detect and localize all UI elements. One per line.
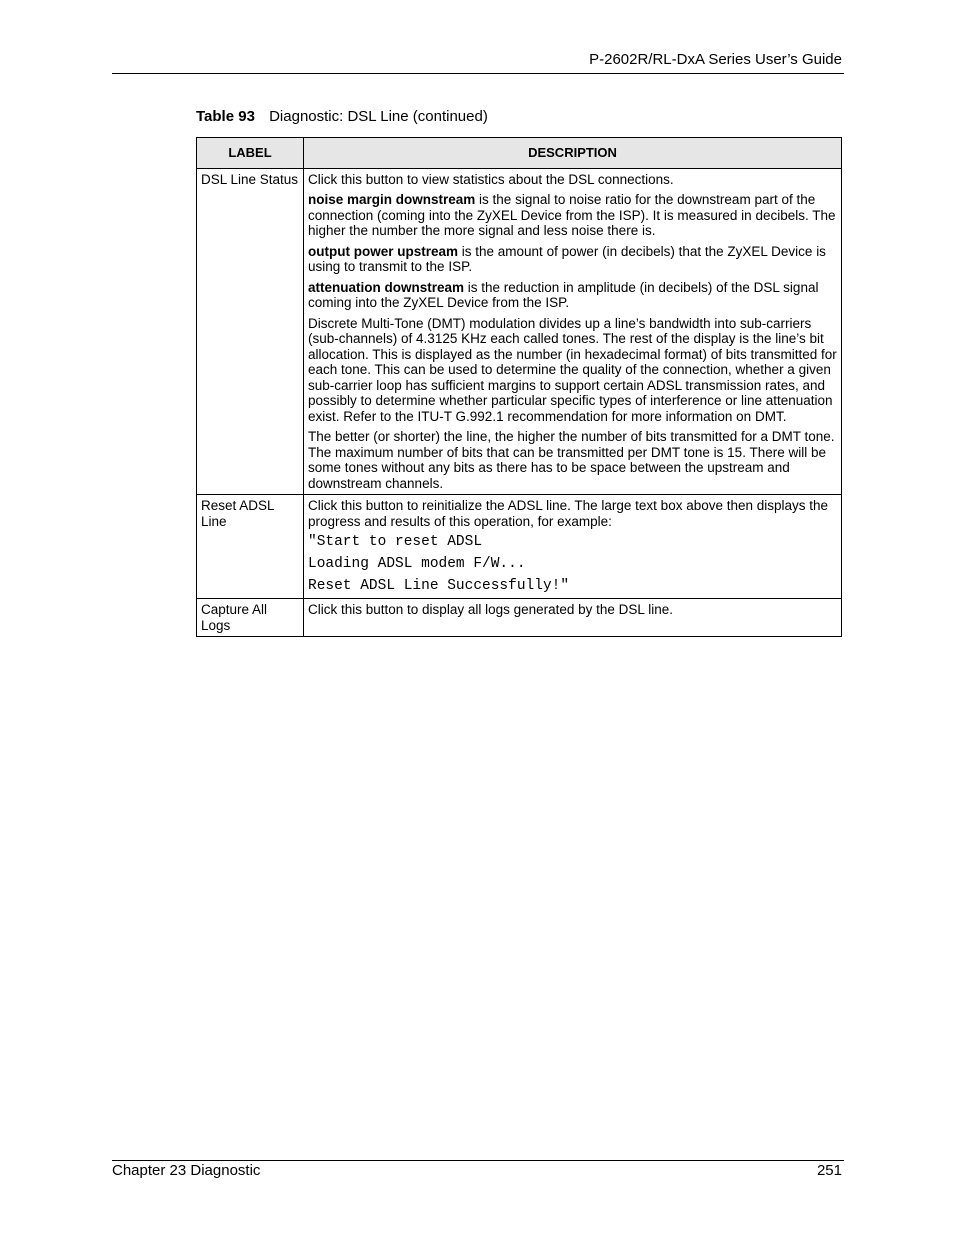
description-paragraph: Click this button to display all logs generated by the DSL line. [308, 602, 673, 617]
description-paragraph [308, 192, 837, 239]
row-label: Capture All Logs [197, 599, 304, 637]
row-label: Reset ADSL Line [197, 495, 304, 599]
description-paragraph [308, 280, 837, 311]
description-text: The better (or shorter) the line, the higher the number of bits transmitted for a DMT tone. The maximum number of bits that can be transmitted per DMT tone is 15. There will be some tones without any bits as there has to be space between the upstream and downstream channels. [308, 429, 835, 491]
code-example-line: Reset ADSL Line Successfully!" [308, 578, 570, 594]
description-text: Discrete Multi-Tone (DMT) modulation divides up a line’s bandwidth into sub-carriers (sub-channels) of 4.3125 KHz each called tones. The rest of the display is the line’s bit allocation. This is displayed as the number (in hexadecimal format) of bits transmitted for each tone. This can be used to determine the quality of the connection, whether a given sub-carrier loop has sufficient margins to support certain ADSL transmission rates, and possibly to determine whether particular specific types of interference or line attenuation exist. Refer to the ITU-T G.992.1 recommendation for more information on DMT. [308, 315, 837, 424]
table-row [197, 495, 842, 599]
footer-page-number: 251 [816, 1162, 842, 1179]
description-paragraph [308, 244, 837, 275]
description-text: Click this button to view statistics about the DSL connections. [308, 171, 674, 187]
column-header-description: DESCRIPTION [304, 138, 842, 169]
description-paragraph [308, 172, 837, 188]
table-row [197, 599, 842, 637]
row-description [304, 168, 842, 495]
table-row [197, 168, 842, 495]
description-paragraph [308, 316, 837, 425]
row-description [304, 599, 842, 637]
code-example-line: "Start to reset ADSL [308, 534, 483, 550]
description-text: is the signal to noise ratio for the downstream part of the connection (coming into the ZyXEL Device from the ISP). It is measured in decibels. The higher the number the more signal and less noise there is. [308, 192, 836, 238]
table-caption-text: Diagnostic: DSL Line (continued) [269, 108, 488, 125]
column-header-label: LABEL [197, 138, 304, 169]
term-output-power-upstream: output power upstream [308, 243, 459, 259]
running-header-title: P-2602R/RL-DxA Series User’s Guide [589, 51, 842, 68]
description-paragraph: Click this button to reinitialize the ADSL line. The large text box above then displays the progress and results of this operation, for example: [308, 498, 829, 529]
footer-rule [112, 1160, 844, 1161]
description-paragraph [308, 429, 837, 491]
term-noise-margin-downstream: noise margin downstream [308, 192, 476, 207]
table-caption-label: Table 93 [196, 108, 255, 125]
row-description [304, 495, 842, 599]
code-example-line: Loading ADSL modem F/W... [308, 556, 526, 572]
footer-chapter: Chapter 23 Diagnostic [112, 1162, 261, 1179]
term-attenuation-downstream: attenuation downstream [308, 279, 465, 295]
table-caption [196, 108, 488, 125]
diagnostic-table [196, 137, 842, 637]
header-rule [112, 73, 844, 74]
table-header-row [197, 138, 842, 169]
description-text: is the amount of power (in decibels) that the ZyXEL Device is using to transmit to the ISP. [308, 243, 826, 274]
row-label: DSL Line Status [197, 168, 304, 495]
description-text: is the reduction in amplitude (in decibels) of the DSL signal coming into the ZyXEL Device from the ISP. [308, 279, 819, 310]
